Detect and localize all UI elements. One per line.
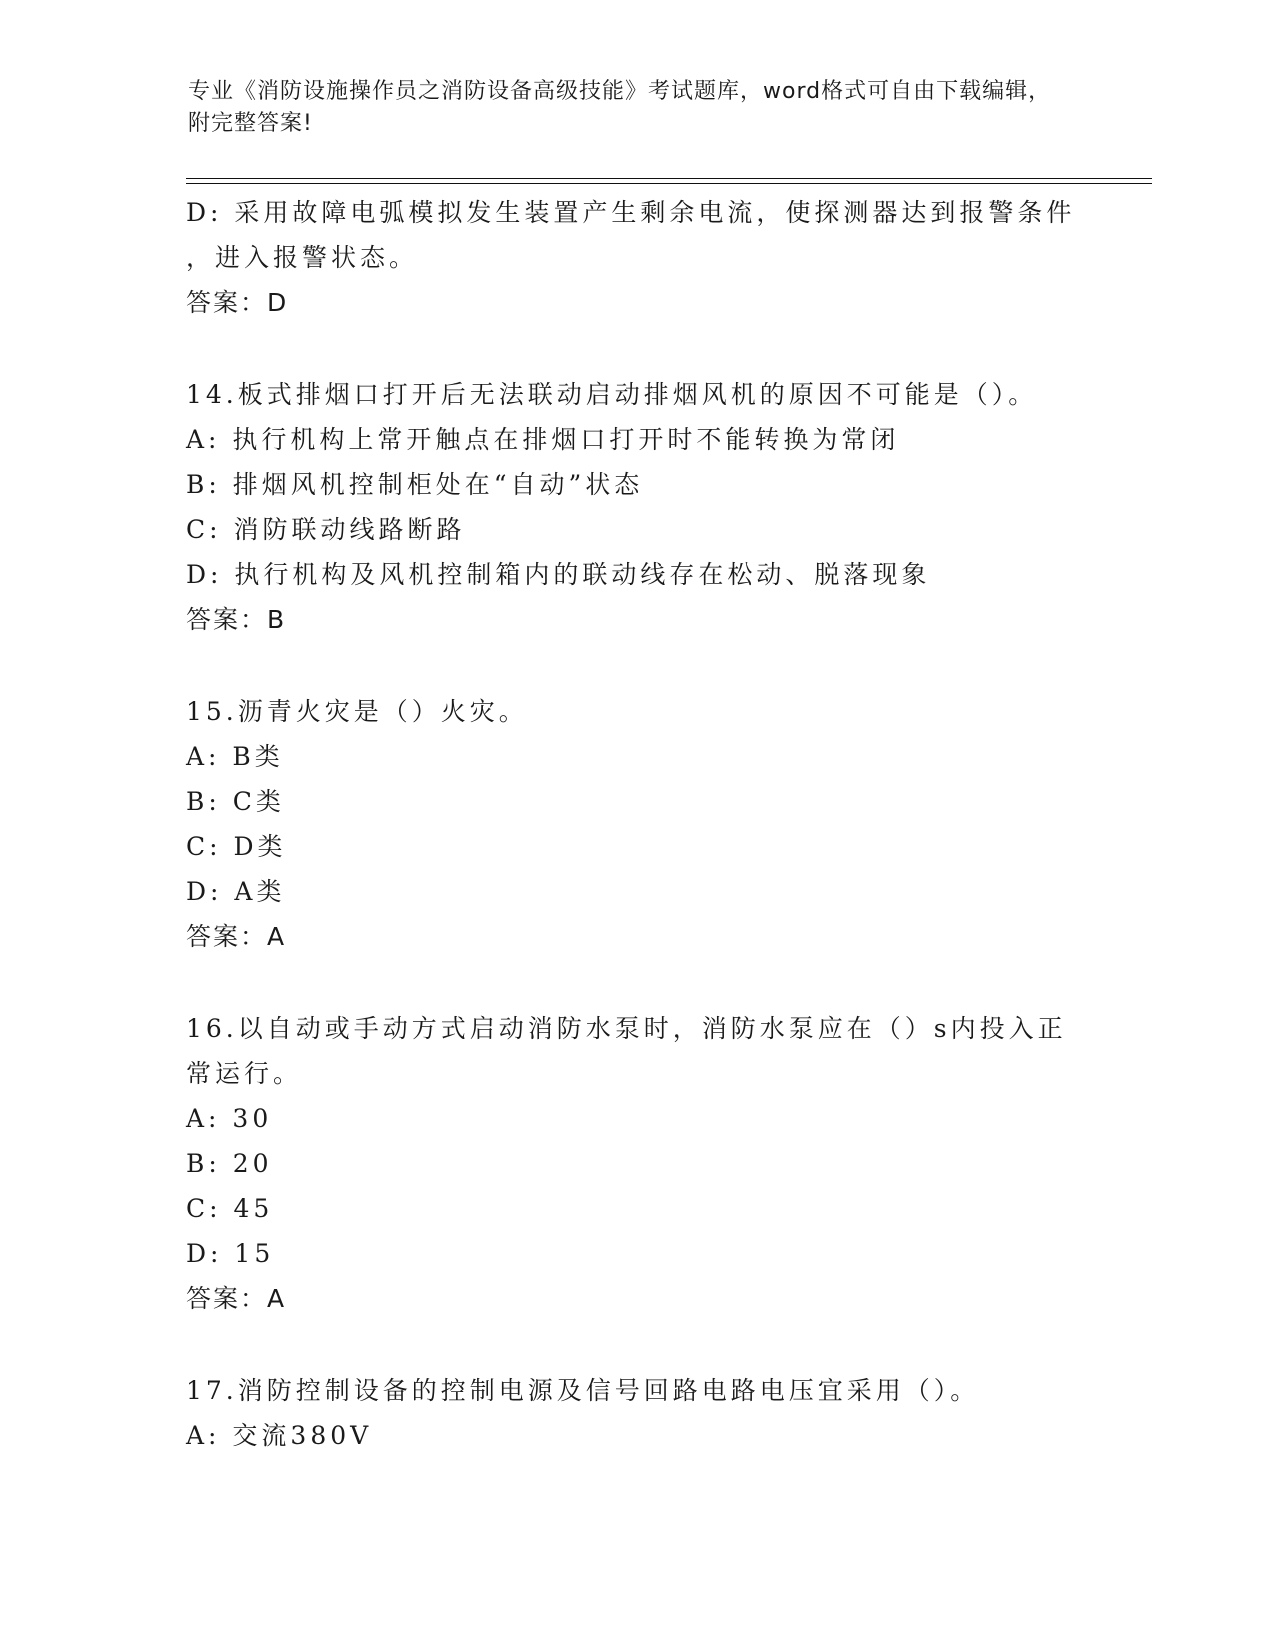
q15-option-a: A: B类	[186, 742, 284, 771]
header-rule-bottom	[186, 183, 1152, 184]
q15-option-c: C: D类	[186, 832, 287, 861]
question-16: 16.以自动或手动方式启动消防水泵时，消防水泵应在（）s内投入正	[186, 1014, 1067, 1043]
q15-option-d: D: A类	[186, 877, 286, 906]
header-rule-top	[186, 178, 1152, 179]
q15-option-b: B: C类	[186, 787, 285, 816]
question-15: 15.沥青火灾是（）火灾。	[186, 697, 528, 726]
question-content	[186, 190, 1086, 1458]
q15-answer: 答案：A	[186, 922, 287, 951]
q14-option-c: C: 消防联动线路断路	[186, 515, 466, 544]
q16-option-b: B: 20	[186, 1149, 273, 1178]
q14-answer: 答案：B	[186, 605, 287, 634]
q14-option-a: A: 执行机构上常开触点在排烟口打开时不能转换为常闭	[186, 425, 900, 454]
q17-option-a: A: 交流380V	[186, 1421, 373, 1450]
answer-line: 答案：D	[186, 288, 289, 317]
q16-option-c: C: 45	[186, 1194, 274, 1223]
q16-option-a: A: 30	[186, 1104, 273, 1133]
question-14: 14.板式排烟口打开后无法联动启动排烟风机的原因不可能是（）。	[186, 380, 1038, 409]
q14-option-b: B: 排烟风机控制柜处在“自动”状态	[186, 470, 644, 499]
option-d-line: D: 采用故障电弧模拟发生装置产生剩余电流，使探测器达到报警条件	[186, 198, 1076, 227]
document-header: 专业《消防设施操作员之消防设备高级技能》考试题库，word格式可自由下载编辑，附完整答案!	[188, 79, 1052, 136]
q14-option-d: D: 执行机构及风机控制箱内的联动线存在松动、脱落现象	[186, 560, 931, 589]
question-16-continued: 常运行。	[186, 1059, 303, 1088]
q16-option-d: D: 15	[186, 1239, 275, 1268]
option-d-line-continued: ，进入报警状态。	[186, 243, 419, 272]
q16-answer: 答案：A	[186, 1284, 287, 1313]
question-17: 17.消防控制设备的控制电源及信号回路电路电压宜采用（）。	[186, 1376, 980, 1405]
